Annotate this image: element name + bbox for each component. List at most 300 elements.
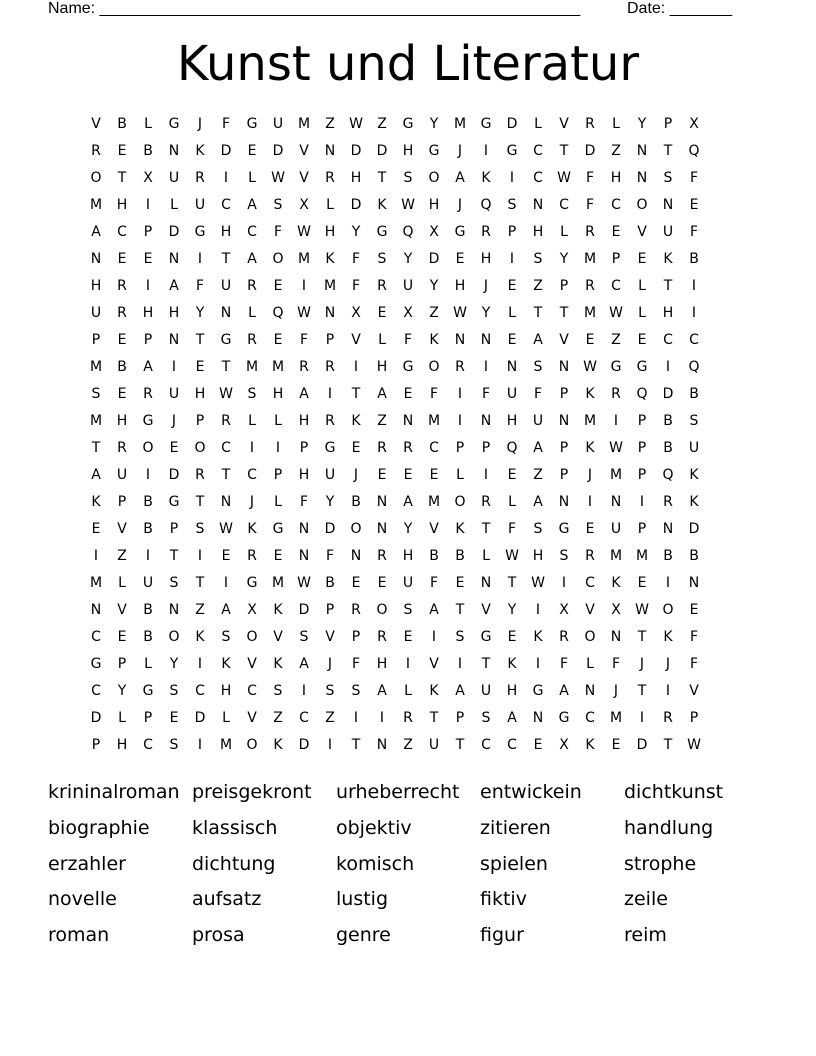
grid-letter: W <box>297 224 311 240</box>
grid-letter: F <box>689 629 699 645</box>
grid-letter: R <box>351 602 361 618</box>
grid-letter: E <box>273 548 283 564</box>
grid-letter: R <box>663 494 673 510</box>
grid-letter: S <box>507 197 517 213</box>
grid-letter: E <box>585 332 595 348</box>
grid-letter: W <box>687 737 701 753</box>
word-list-item: fiktiv <box>480 888 527 911</box>
grid-letter: F <box>689 170 699 186</box>
grid-letter: D <box>506 116 518 132</box>
grid-letter: H <box>532 548 544 564</box>
grid-letter: I <box>223 575 229 591</box>
grid-letter: I <box>223 170 229 186</box>
grid-letter: G <box>532 683 544 699</box>
grid-letter: U <box>402 278 414 294</box>
grid-row <box>83 327 733 354</box>
grid-letter: X <box>143 170 153 186</box>
grid-letter: S <box>533 251 543 267</box>
grid-letter: L <box>534 116 542 132</box>
grid-letter: L <box>118 575 126 591</box>
grid-row <box>83 408 733 435</box>
grid-letter: C <box>689 332 699 348</box>
grid-letter: F <box>481 386 491 402</box>
grid-letter: T <box>637 629 647 645</box>
grid-letter: O <box>350 521 362 537</box>
grid-letter: O <box>428 170 440 186</box>
grid-letter: F <box>559 656 569 672</box>
grid-letter: P <box>143 332 153 348</box>
grid-letter: K <box>689 494 699 510</box>
grid-letter: W <box>557 170 571 186</box>
grid-letter: E <box>117 143 127 159</box>
grid-letter: J <box>665 656 671 672</box>
grid-letter: G <box>402 116 414 132</box>
grid-letter: M <box>427 413 441 429</box>
grid-letter: A <box>455 170 465 186</box>
grid-letter: T <box>169 548 179 564</box>
grid-letter: F <box>351 278 361 294</box>
grid-letter: R <box>91 143 101 159</box>
grid-row <box>83 651 733 678</box>
grid-letter: Q <box>636 386 648 402</box>
grid-letter: L <box>482 548 490 564</box>
grid-letter: A <box>533 494 543 510</box>
word-row <box>48 847 768 883</box>
grid-letter: L <box>248 170 256 186</box>
grid-letter: K <box>377 197 387 213</box>
grid-letter: C <box>507 737 517 753</box>
grid-letter: L <box>144 116 152 132</box>
grid-letter: S <box>195 521 205 537</box>
grid-letter: R <box>377 548 387 564</box>
word-list-item: handlung <box>624 816 714 839</box>
grid-letter: S <box>663 170 673 186</box>
grid-letter: Q <box>688 359 700 375</box>
grid-letter: U <box>532 413 544 429</box>
grid-letter: T <box>663 737 673 753</box>
grid-letter: W <box>609 440 623 456</box>
grid-letter: D <box>168 224 180 240</box>
grid-letter: S <box>455 629 465 645</box>
grid-row <box>83 300 733 327</box>
grid-letter: C <box>247 467 257 483</box>
grid-letter: X <box>429 224 439 240</box>
grid-letter: D <box>168 467 180 483</box>
grid-letter: K <box>481 170 491 186</box>
grid-letter: H <box>506 413 518 429</box>
grid-letter: K <box>273 737 283 753</box>
grid-letter: K <box>689 467 699 483</box>
grid-letter: P <box>143 224 153 240</box>
grid-letter: I <box>275 440 281 456</box>
grid-letter: S <box>169 575 179 591</box>
grid-letter: H <box>376 359 388 375</box>
grid-letter: H <box>298 467 310 483</box>
grid-letter: V <box>429 521 439 537</box>
grid-letter: G <box>168 494 180 510</box>
word-list-item: erzahler <box>48 852 126 875</box>
grid-letter: U <box>662 224 674 240</box>
grid-letter: C <box>559 197 569 213</box>
grid-letter: U <box>116 467 128 483</box>
grid-row <box>83 219 733 246</box>
grid-letter: K <box>429 332 439 348</box>
grid-letter: R <box>299 359 309 375</box>
name-field: Name: ______________________________________________________ <box>48 0 581 17</box>
grid-letter: P <box>637 521 647 537</box>
grid-letter: N <box>480 575 492 591</box>
grid-letter: Z <box>611 143 621 159</box>
grid-letter: F <box>299 332 309 348</box>
grid-letter: S <box>91 386 101 402</box>
grid-letter: G <box>142 683 154 699</box>
grid-letter: O <box>428 359 440 375</box>
grid-letter: E <box>637 575 647 591</box>
grid-letter: I <box>171 359 177 375</box>
grid-row <box>83 273 733 300</box>
grid-letter: K <box>195 143 205 159</box>
grid-letter: E <box>377 467 387 483</box>
grid-letter: W <box>531 575 545 591</box>
grid-letter: J <box>639 656 645 672</box>
grid-letter: D <box>662 386 674 402</box>
grid-letter: N <box>376 521 388 537</box>
word-list-item: genre <box>336 924 391 947</box>
grid-letter: S <box>559 548 569 564</box>
word-row <box>48 811 768 847</box>
grid-letter: W <box>453 305 467 321</box>
grid-letter: Z <box>325 710 335 726</box>
grid-letter: Z <box>377 116 387 132</box>
grid-letter: R <box>585 116 595 132</box>
grid-row <box>83 381 733 408</box>
grid-letter: C <box>195 683 205 699</box>
grid-letter: H <box>428 197 440 213</box>
grid-letter: E <box>117 629 127 645</box>
grid-letter: X <box>689 116 699 132</box>
grid-letter: M <box>219 737 233 753</box>
grid-letter: J <box>249 494 255 510</box>
grid-letter: J <box>353 467 359 483</box>
grid-letter: K <box>455 521 465 537</box>
grid-letter: E <box>169 440 179 456</box>
grid-letter: A <box>507 710 517 726</box>
word-list-item: spielen <box>480 852 548 875</box>
grid-letter: E <box>143 251 153 267</box>
grid-letter: Y <box>481 305 491 321</box>
grid-letter: L <box>248 413 256 429</box>
grid-letter: N <box>454 332 466 348</box>
grid-letter: T <box>117 170 127 186</box>
grid-letter: T <box>221 251 231 267</box>
grid-letter: D <box>194 710 206 726</box>
grid-letter: H <box>272 386 284 402</box>
grid-letter: P <box>455 710 465 726</box>
grid-letter: W <box>297 305 311 321</box>
grid-letter: O <box>246 737 258 753</box>
grid-letter: T <box>559 143 569 159</box>
grid-letter: P <box>559 440 569 456</box>
grid-letter: B <box>429 548 439 564</box>
grid-letter: R <box>585 278 595 294</box>
grid-letter: M <box>89 197 103 213</box>
grid-letter: Q <box>272 305 284 321</box>
grid-row <box>83 489 733 516</box>
word-list-item: biographie <box>48 816 150 839</box>
grid-letter: H <box>532 224 544 240</box>
grid-letter: J <box>457 143 463 159</box>
grid-letter: K <box>273 602 283 618</box>
grid-letter: P <box>91 737 101 753</box>
grid-letter: P <box>325 332 335 348</box>
word-list-item: zeile <box>624 888 668 911</box>
word-list-item: reim <box>624 924 667 947</box>
grid-letter: L <box>144 656 152 672</box>
grid-letter: Q <box>402 224 414 240</box>
grid-letter: I <box>405 656 411 672</box>
grid-letter: R <box>325 170 335 186</box>
grid-letter: D <box>350 143 362 159</box>
grid-letter: F <box>611 656 621 672</box>
grid-letter: V <box>351 332 361 348</box>
grid-letter: P <box>195 413 205 429</box>
word-list-item: dichtkunst <box>624 781 724 803</box>
grid-letter: B <box>117 359 127 375</box>
grid-letter: E <box>377 305 387 321</box>
grid-letter: Q <box>662 467 674 483</box>
grid-letter: V <box>429 656 439 672</box>
grid-letter: R <box>247 548 257 564</box>
grid-letter: S <box>351 683 361 699</box>
grid-letter: I <box>691 278 697 294</box>
grid-letter: M <box>297 116 311 132</box>
grid-letter: R <box>377 278 387 294</box>
grid-letter: D <box>376 143 388 159</box>
grid-letter: S <box>273 197 283 213</box>
grid-letter: A <box>455 683 465 699</box>
grid-letter: K <box>247 521 257 537</box>
word-list-item: objektiv <box>336 816 412 839</box>
grid-letter: Y <box>429 278 439 294</box>
grid-letter: E <box>611 224 621 240</box>
word-row <box>48 775 768 811</box>
word-list-item: entwickein <box>480 781 582 803</box>
grid-letter: W <box>219 521 233 537</box>
grid-letter: D <box>428 251 440 267</box>
grid-letter: N <box>168 143 180 159</box>
grid-letter: E <box>351 575 361 591</box>
grid-letter: E <box>533 737 543 753</box>
grid-letter: N <box>298 548 310 564</box>
grid-letter: F <box>299 494 309 510</box>
grid-letter: I <box>145 467 151 483</box>
grid-row <box>83 138 733 165</box>
grid-row <box>83 624 733 651</box>
grid-letter: B <box>351 494 361 510</box>
grid-letter: Z <box>273 710 283 726</box>
grid-letter: G <box>194 224 206 240</box>
grid-letter: N <box>636 170 648 186</box>
grid-letter: I <box>457 413 463 429</box>
grid-letter: N <box>636 143 648 159</box>
grid-row <box>83 597 733 624</box>
grid-letter: I <box>145 278 151 294</box>
grid-letter: A <box>377 386 387 402</box>
grid-letter: N <box>506 359 518 375</box>
grid-letter: G <box>272 521 284 537</box>
grid-letter: U <box>506 386 518 402</box>
grid-letter: E <box>429 467 439 483</box>
grid-letter: V <box>247 656 257 672</box>
grid-letter: U <box>402 575 414 591</box>
grid-letter: V <box>637 224 647 240</box>
grid-letter: M <box>271 575 285 591</box>
grid-letter: O <box>168 629 180 645</box>
grid-letter: A <box>247 251 257 267</box>
grid-letter: Z <box>377 413 387 429</box>
grid-letter: C <box>663 332 673 348</box>
grid-letter: O <box>636 197 648 213</box>
grid-row <box>83 246 733 273</box>
grid-letter: W <box>219 386 233 402</box>
grid-letter: A <box>429 602 439 618</box>
grid-letter: C <box>533 143 543 159</box>
grid-letter: P <box>559 278 569 294</box>
grid-letter: V <box>91 116 101 132</box>
grid-letter: R <box>403 440 413 456</box>
grid-letter: Y <box>325 494 335 510</box>
grid-letter: D <box>688 521 700 537</box>
grid-letter: R <box>325 413 335 429</box>
grid-letter: N <box>532 197 544 213</box>
grid-letter: A <box>247 197 257 213</box>
grid-letter: M <box>583 413 597 429</box>
grid-letter: R <box>143 386 153 402</box>
grid-letter: F <box>195 278 205 294</box>
grid-letter: W <box>297 575 311 591</box>
grid-row <box>83 678 733 705</box>
grid-letter: W <box>635 602 649 618</box>
grid-letter: N <box>220 494 232 510</box>
grid-letter: W <box>349 116 363 132</box>
date-field: Date: _______ <box>627 0 732 17</box>
grid-letter: F <box>585 170 595 186</box>
grid-letter: D <box>298 737 310 753</box>
grid-letter: C <box>117 224 127 240</box>
grid-letter: J <box>457 197 463 213</box>
grid-letter: B <box>689 386 699 402</box>
grid-letter: I <box>327 737 333 753</box>
grid-letter: N <box>584 683 596 699</box>
grid-letter: S <box>273 683 283 699</box>
word-row <box>48 918 768 954</box>
grid-letter: T <box>507 575 517 591</box>
grid-letter: U <box>142 575 154 591</box>
grid-letter: S <box>169 683 179 699</box>
grid-letter: U <box>194 197 206 213</box>
grid-letter: T <box>195 575 205 591</box>
grid-letter: W <box>609 305 623 321</box>
grid-letter: H <box>194 386 206 402</box>
grid-letter: U <box>168 386 180 402</box>
word-list <box>48 775 768 954</box>
grid-letter: I <box>93 548 99 564</box>
grid-letter: K <box>325 251 335 267</box>
grid-letter: X <box>559 602 569 618</box>
grid-letter: Y <box>351 224 361 240</box>
grid-letter: A <box>221 602 231 618</box>
page-title: Kunst und Literatur <box>176 36 640 92</box>
grid-letter: L <box>248 305 256 321</box>
word-list-item: aufsatz <box>192 888 262 911</box>
grid-letter: I <box>353 359 359 375</box>
grid-letter: E <box>585 521 595 537</box>
grid-letter: S <box>533 521 543 537</box>
grid-letter: M <box>89 359 103 375</box>
grid-letter: O <box>662 602 674 618</box>
grid-letter: I <box>327 386 333 402</box>
grid-letter: P <box>637 467 647 483</box>
grid-letter: S <box>533 359 543 375</box>
grid-letter: I <box>535 656 541 672</box>
grid-letter: P <box>455 440 465 456</box>
grid-letter: A <box>143 359 153 375</box>
grid-letter: C <box>91 629 101 645</box>
grid-letter: I <box>639 710 645 726</box>
grid-letter: H <box>298 413 310 429</box>
grid-letter: H <box>454 278 466 294</box>
grid-letter: L <box>274 494 282 510</box>
grid-letter: G <box>480 116 492 132</box>
grid-letter: H <box>662 305 674 321</box>
grid-letter: I <box>301 683 307 699</box>
grid-letter: I <box>197 251 203 267</box>
grid-letter: O <box>272 251 284 267</box>
grid-letter: N <box>168 332 180 348</box>
grid-letter: F <box>689 224 699 240</box>
grid-row <box>83 192 733 219</box>
grid-letter: M <box>323 278 337 294</box>
grid-letter: D <box>90 710 102 726</box>
grid-letter: A <box>169 278 179 294</box>
grid-letter: G <box>168 116 180 132</box>
grid-row <box>83 435 733 462</box>
grid-letter: M <box>609 467 623 483</box>
grid-letter: G <box>454 224 466 240</box>
grid-letter: O <box>194 440 206 456</box>
grid-letter: I <box>613 413 619 429</box>
grid-letter: C <box>429 440 439 456</box>
grid-letter: T <box>195 494 205 510</box>
grid-letter: M <box>635 548 649 564</box>
grid-letter: E <box>455 251 465 267</box>
word-list-item: krininalroman <box>48 781 180 803</box>
grid-letter: L <box>612 116 620 132</box>
grid-letter: T <box>663 278 673 294</box>
grid-letter: R <box>247 332 257 348</box>
grid-letter: N <box>688 575 700 591</box>
grid-letter: K <box>585 440 595 456</box>
grid-letter: X <box>247 602 257 618</box>
grid-letter: U <box>90 305 102 321</box>
grid-letter: Y <box>117 683 127 699</box>
grid-letter: I <box>457 386 463 402</box>
grid-letter: K <box>91 494 101 510</box>
word-list-item: roman <box>48 924 110 947</box>
grid-letter: Y <box>507 602 517 618</box>
grid-letter: R <box>481 494 491 510</box>
grid-letter: F <box>273 224 283 240</box>
